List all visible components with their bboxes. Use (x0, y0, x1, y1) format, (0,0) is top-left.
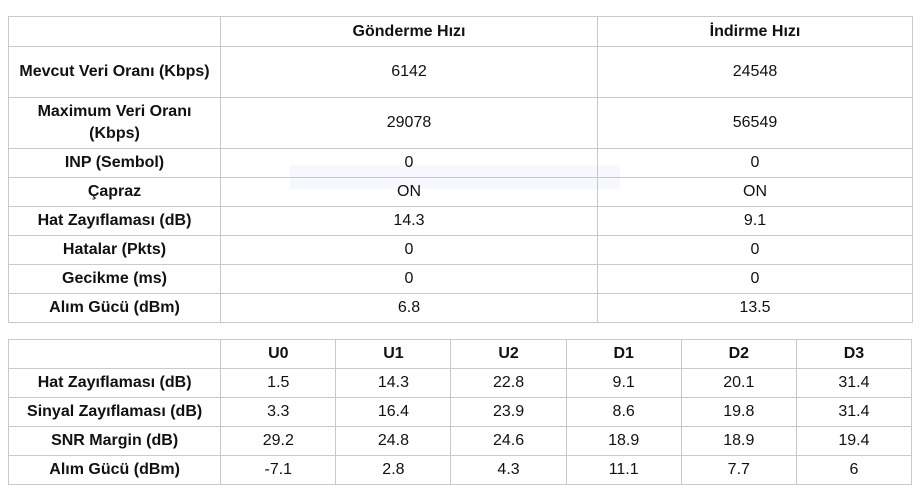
table-row (9, 265, 913, 294)
band-value: 11.1 (566, 456, 681, 485)
download-value: 0 (598, 236, 913, 265)
download-value: 13.5 (598, 294, 913, 323)
table-row (9, 398, 912, 427)
band-value: 4.3 (451, 456, 566, 485)
row-label: Hat Zayıflaması (dB) (9, 369, 221, 398)
table-row (9, 149, 913, 178)
row-label: Mevcut Veri Oranı (Kbps) (9, 47, 221, 98)
header-band-u1: U1 (336, 340, 451, 369)
row-label: Gecikme (ms) (9, 265, 221, 294)
band-stats-table (8, 339, 912, 485)
header-band-d3: D3 (796, 340, 911, 369)
table-row (9, 178, 913, 207)
header-band-u2: U2 (451, 340, 566, 369)
upload-value: ON (221, 178, 598, 207)
download-value: 9.1 (598, 207, 913, 236)
row-label: Hatalar (Pkts) (9, 236, 221, 265)
band-value: 6 (796, 456, 911, 485)
download-value: 0 (598, 149, 913, 178)
upload-value: 14.3 (221, 207, 598, 236)
upload-value: 0 (221, 149, 598, 178)
table-header-row (9, 340, 912, 369)
row-label: Çapraz (9, 178, 221, 207)
band-value: 31.4 (796, 369, 911, 398)
table-row (9, 369, 912, 398)
band-value: 8.6 (566, 398, 681, 427)
band-value: 23.9 (451, 398, 566, 427)
upload-value: 0 (221, 265, 598, 294)
band-value: 20.1 (681, 369, 796, 398)
header-band-d2: D2 (681, 340, 796, 369)
download-value: 24548 (598, 47, 913, 98)
band-value: 16.4 (336, 398, 451, 427)
row-label: Hat Zayıflaması (dB) (9, 207, 221, 236)
row-label: Maximum Veri Oranı (Kbps) (9, 98, 221, 149)
header-download-rate: İndirme Hızı (598, 17, 913, 47)
band-value: 9.1 (566, 369, 681, 398)
table-row (9, 294, 913, 323)
band-value: 19.4 (796, 427, 911, 456)
band-value: 31.4 (796, 398, 911, 427)
band-value: 18.9 (566, 427, 681, 456)
upload-value: 29078 (221, 98, 598, 149)
upload-value: 6142 (221, 47, 598, 98)
table-row (9, 236, 913, 265)
download-value: 0 (598, 265, 913, 294)
row-label: Sinyal Zayıflaması (dB) (9, 398, 221, 427)
header-empty-cell (9, 340, 221, 369)
band-value: 3.3 (221, 398, 336, 427)
band-value: 18.9 (681, 427, 796, 456)
upload-value: 6.8 (221, 294, 598, 323)
band-value: -7.1 (221, 456, 336, 485)
row-label: SNR Margin (dB) (9, 427, 221, 456)
band-value: 22.8 (451, 369, 566, 398)
dsl-rate-table (8, 16, 913, 323)
band-value: 24.6 (451, 427, 566, 456)
download-value: 56549 (598, 98, 913, 149)
band-value: 29.2 (221, 427, 336, 456)
row-label: Alım Gücü (dBm) (9, 294, 221, 323)
table-header-row (9, 17, 913, 47)
table-row (9, 207, 913, 236)
upload-value: 0 (221, 236, 598, 265)
table-row (9, 98, 913, 149)
row-label: Alım Gücü (dBm) (9, 456, 221, 485)
header-band-u0: U0 (221, 340, 336, 369)
row-label: INP (Sembol) (9, 149, 221, 178)
band-value: 7.7 (681, 456, 796, 485)
band-value: 24.8 (336, 427, 451, 456)
table-row (9, 427, 912, 456)
band-value: 1.5 (221, 369, 336, 398)
table-row (9, 456, 912, 485)
band-value: 2.8 (336, 456, 451, 485)
band-value: 14.3 (336, 369, 451, 398)
header-empty-cell (9, 17, 221, 47)
header-band-d1: D1 (566, 340, 681, 369)
table-row (9, 47, 913, 98)
band-value: 19.8 (681, 398, 796, 427)
download-value: ON (598, 178, 913, 207)
header-upload-rate: Gönderme Hızı (221, 17, 598, 47)
